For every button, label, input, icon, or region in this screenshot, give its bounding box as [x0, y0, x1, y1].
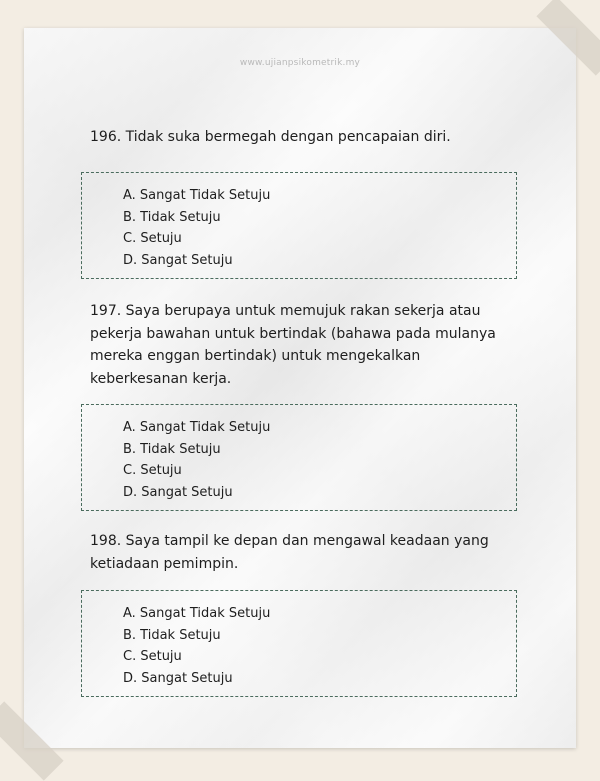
option-c[interactable]: C. Setuju — [123, 463, 182, 478]
question-197: 197. Saya berupaya untuk memujuk rakan sekerja atau pekerja bawahan untuk bertindak (bahawa pada mulanya mereka enggan bertindak) untuk mengekalkan keberkesanan kerja. — [90, 303, 496, 387]
watermark: www.ujianpsikometrik.my — [239, 58, 361, 68]
option-b[interactable]: B. Tidak Setuju — [123, 209, 221, 225]
option-b[interactable]: B. Tidak Setuju — [123, 441, 221, 457]
option-a[interactable]: A. Sangat Tidak Setuju — [123, 188, 271, 203]
question-198: 198. Saya tampil ke depan dan mengawal keadaan yang ketiadaan pemimpin. — [90, 533, 489, 572]
option-d[interactable]: D. Sangat Setuju — [123, 670, 233, 686]
option-c[interactable]: C. Setuju — [123, 649, 182, 664]
question-196: 196. Tidak suka bermegah dengan pencapaian diri. — [90, 129, 451, 145]
option-b[interactable]: B. Tidak Setuju — [123, 627, 221, 643]
options-198 — [81, 590, 517, 697]
option-a[interactable]: A. Sangat Tidak Setuju — [123, 606, 271, 621]
options-197 — [81, 404, 517, 511]
option-a[interactable]: A. Sangat Tidak Setuju — [123, 420, 271, 435]
option-d[interactable]: D. Sangat Setuju — [123, 484, 233, 500]
options-196 — [81, 172, 517, 279]
option-c[interactable]: C. Setuju — [123, 231, 182, 246]
option-d[interactable]: D. Sangat Setuju — [123, 252, 233, 268]
